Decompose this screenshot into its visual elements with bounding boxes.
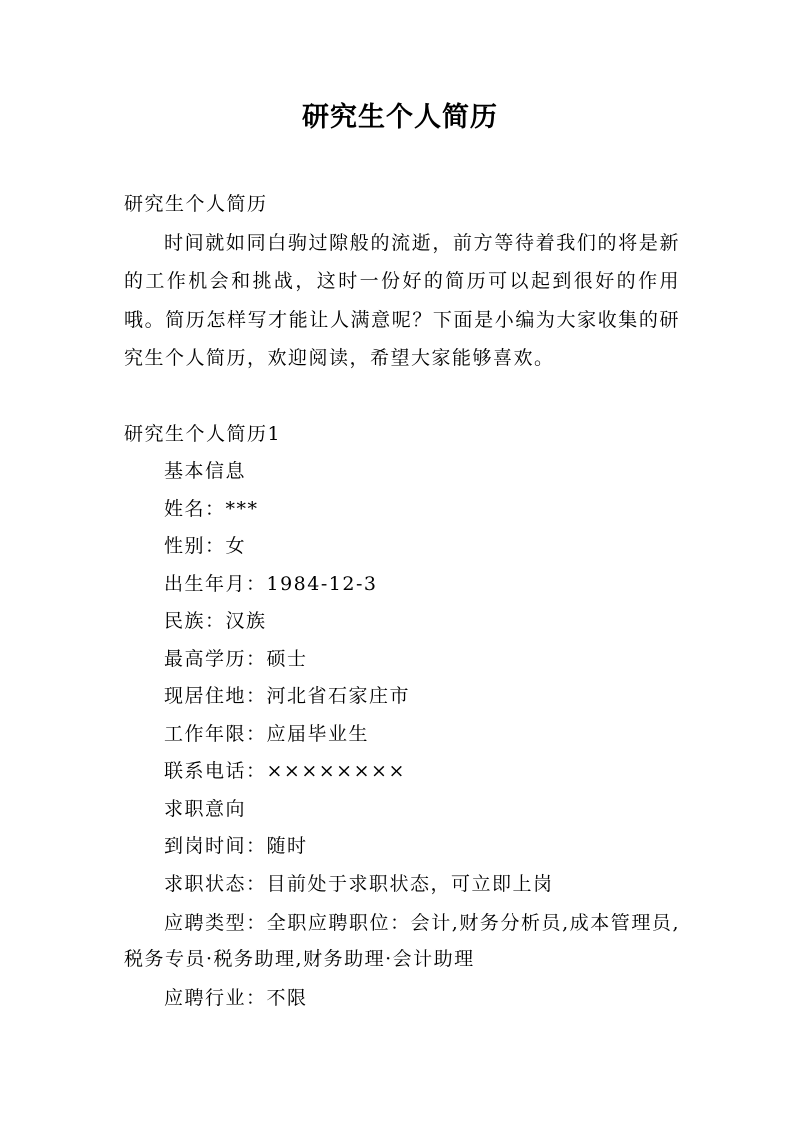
education-field: 最高学历：硕士 [164,647,308,670]
industry-field: 应聘行业：不限 [164,987,308,1009]
name-field: 姓名：*** [164,497,259,520]
section-spacer [124,378,680,416]
job-type-field: 应聘类型：全职应聘职位：会计,财务分析员,成本管理员,税务专员·税务助理,财务助理·会计助理 [124,912,680,970]
phone-field: 联系电话：×××××××× [164,760,406,782]
document-body [124,186,680,1018]
ethnicity-field: 民族：汉族 [164,610,267,632]
document-title: 研究生个人简历 [302,102,498,133]
job-intent-heading: 求职意向 [164,797,247,820]
gender-field: 性别：女 [164,535,247,557]
section1-heading: 研究生个人简历1 [124,422,282,445]
job-status-field: 求职状态：目前处于求职状态，可立即上岗 [164,872,554,895]
intro-heading: 研究生个人简历 [124,193,268,215]
residence-field: 现居住地：河北省石家庄市 [164,685,411,707]
birth-field: 出生年月：1984-12-3 [164,572,378,595]
available-time-field: 到岗时间：随时 [164,835,308,857]
basic-info-heading: 基本信息 [164,460,247,482]
work-years-field: 工作年限：应届毕业生 [164,722,370,745]
intro-paragraph: 时间就如同白驹过隙般的流逝，前方等待着我们的将是新的工作机会和挑战，这时一份好的简历可以起到很好的作用哦。简历怎样写才能让人满意呢？下面是小编为大家收集的研究生个人简历，欢迎阅读，希望大家能够喜欢。 [124,231,680,369]
